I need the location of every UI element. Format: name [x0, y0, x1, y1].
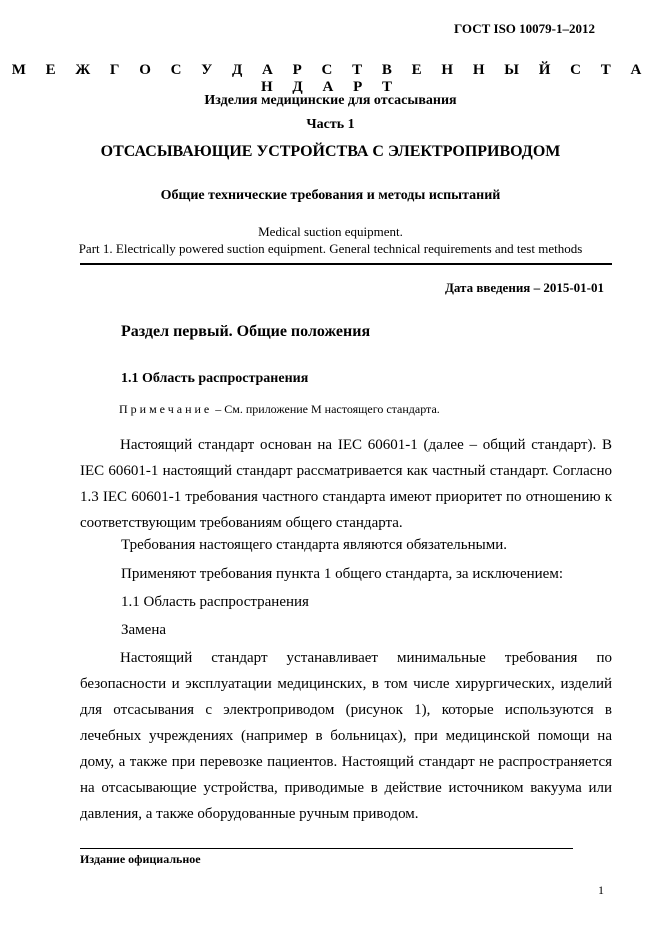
document-subtitle: ОТСАСЫВАЮЩИЕ УСТРОЙСТВА С ЭЛЕКТРОПРИВОДОМ	[100, 143, 561, 160]
document-part: Часть 1	[306, 117, 355, 132]
note-label: Примечание	[119, 402, 213, 416]
document-scope-title: Общие технические требования и методы испытаний	[160, 188, 501, 203]
effective-date: Дата введения – 2015-01-01	[444, 280, 604, 295]
subsection-heading: 1.1 Область распространения	[121, 371, 309, 386]
body-line-clause: 1.1 Область распространения	[121, 594, 309, 610]
english-title-line1: Medical suction equipment.	[258, 224, 403, 239]
document-title: Изделия медицинские для отсасывания	[204, 93, 457, 108]
page-number: 1	[598, 883, 604, 897]
body-paragraph-1: Настоящий стандарт основан на IEC 60601-1 (далее – общий стандарт). В IEC 60601-1 настоящий стандарт рассматривается как частный стандарт. Согласно 1.3 IEC 60601-1 требования частного стандарта имеют приоритет по отношению к соответствующим требованиям общего стандарта.	[80, 437, 612, 531]
title-divider	[80, 263, 612, 265]
body-paragraph-2: Настоящий стандарт устанавливает минимальные требования по безопасности и эксплуатации медицинских, в том числе хирургических, изделий для отсасывания с электроприводом (рисунок 1), которые используются в лечебных учреждениях (например в больницах), при медицинской помощи на дому, а также при перевозке пациентов. Настоящий стандарт не распространяется на отсасывающие устройства, приводимые в действие источником вакуума или давления, а также оборудованные ручным приводом.	[80, 650, 612, 822]
note	[119, 402, 440, 417]
edition-label: Издание официальное	[80, 852, 201, 866]
body-line-exceptions: Применяют требования пункта 1 общего стандарта, за исключением:	[121, 566, 564, 582]
standard-type-heading: М Е Ж Г О С У Д А Р С Т В Е Н Н Ы Й С Т А Н Д А Р Т	[11, 62, 650, 95]
standard-id: ГОСТ ISO 10079-1–2012	[453, 21, 595, 36]
footer-divider	[80, 848, 573, 849]
body-line-requirements: Требования настоящего стандарта являются обязательными.	[121, 537, 507, 553]
note-text: – См. приложение М настоящего стандарта.	[212, 402, 440, 416]
english-title-line2: Part 1. Electrically powered suction equipment. General technical requirements and test methods	[78, 241, 583, 256]
section-heading: Раздел первый. Общие положения	[121, 323, 371, 340]
body-line-replacement: Замена	[121, 622, 167, 638]
